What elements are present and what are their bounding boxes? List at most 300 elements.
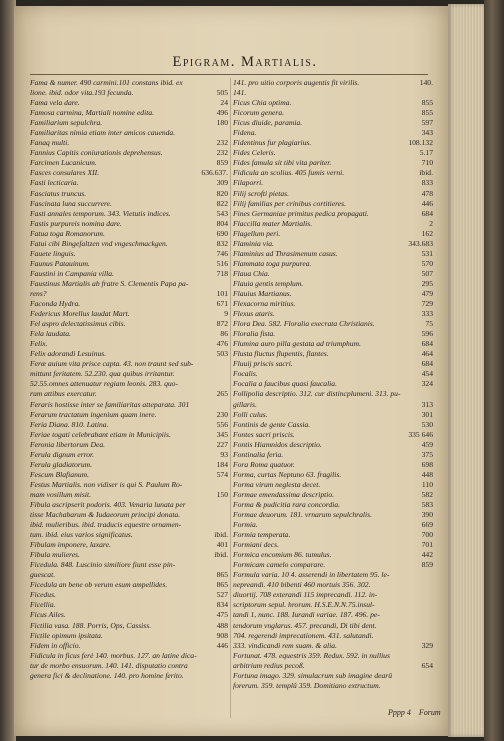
index-entry-text: Focalis.	[233, 369, 258, 379]
index-entry	[233, 269, 433, 279]
index-entry-text: mittunt feritatem. 52.230. qua quibus irritantur.	[30, 369, 175, 379]
index-entry-page: 324	[421, 379, 433, 389]
index-entry	[233, 148, 433, 158]
index-entry	[30, 299, 228, 309]
index-entry	[233, 279, 433, 289]
index-entry-page: 684	[421, 359, 433, 369]
index-entry-page: 834	[216, 600, 228, 610]
index-entry-page: 684	[421, 208, 433, 218]
index-entry-text: rens?	[30, 288, 47, 298]
index-entry-text: Familiarium sepulchra.	[30, 118, 103, 128]
catchword: Forum	[418, 708, 441, 717]
index-entry-text: Fasciatus truncus.	[30, 188, 87, 198]
index-entry	[233, 359, 433, 369]
index-entry-page: 503	[216, 349, 228, 359]
index-entry	[30, 570, 228, 580]
running-title: Epigram. Martialis.	[172, 54, 318, 70]
index-entry-text: Fel aspro delectatissimus cibis.	[30, 319, 126, 329]
index-entry-page: 507	[421, 268, 433, 278]
index-entry-page: 108.132	[408, 138, 433, 148]
index-entry-text: Filij scrofti pietas.	[233, 188, 290, 198]
index-entry-page: 232	[216, 138, 228, 148]
index-entry-page: 570	[421, 258, 433, 268]
index-entry	[30, 259, 228, 269]
index-entry-page: 454	[421, 369, 433, 379]
index-entry-text: Formae emendassima descriptio.	[233, 489, 335, 499]
index-entry	[233, 219, 433, 229]
index-entry-text: Faunus Patauinum.	[30, 258, 90, 268]
index-entry-text: Faustini in Campania villa.	[30, 268, 114, 278]
index-entry-text: tendorum vnglarus. 457. precandi, Di tibi dent.	[233, 620, 377, 630]
index-entry-page: 516	[216, 258, 228, 268]
index-entry-text: Ficus diuide, paramia.	[233, 118, 303, 128]
index-entry	[30, 189, 228, 199]
index-entry-text: Fannius Capitis coniurationis deprehensus.	[30, 148, 163, 158]
index-entry-page: 855	[421, 98, 433, 108]
index-entry	[30, 631, 228, 641]
index-entry	[233, 621, 433, 631]
index-entry	[30, 239, 228, 249]
index-entry-page: 669	[421, 520, 433, 530]
index-entry-text: mam vosillum misit.	[30, 489, 91, 499]
index-entry-text: Flaminia via.	[233, 238, 274, 248]
index-entry-text: Flauius Martianus.	[233, 288, 292, 298]
index-entry	[30, 199, 228, 209]
index-entry-page: 301	[421, 409, 433, 419]
index-entry-text: Fictile opimum ipsitata.	[30, 630, 103, 640]
index-entry-text: Fela laudata.	[30, 329, 71, 339]
index-entry	[30, 530, 228, 540]
index-entry-text: Focalia a faucibus quasi faucalia.	[233, 379, 337, 389]
index-entry	[233, 209, 433, 219]
index-entry-page: 333	[421, 309, 433, 319]
index-entry-page: 582	[421, 489, 433, 499]
index-entry	[30, 359, 228, 369]
index-entry	[233, 520, 433, 530]
index-entry	[233, 430, 433, 440]
index-entry-text: arbitrium redius pecoß.	[233, 660, 305, 670]
index-entry	[233, 158, 433, 168]
index-entry-text: Famosa carmina, Martiali nomine edita.	[30, 108, 155, 118]
index-entry-text: Formia.	[233, 520, 258, 530]
index-entry-text: Formae deuorum. 181. vrnarum sepulchralis.	[233, 510, 372, 520]
index-entry	[30, 98, 228, 108]
index-entry-text: Flexus ataris.	[233, 309, 275, 319]
index-entry-text: Formia temperata.	[233, 530, 291, 540]
index-entry	[233, 540, 433, 550]
index-entry-page: 908	[216, 630, 228, 640]
index-entry-page: 459	[421, 439, 433, 449]
index-entry-text: scriptorum sepul. hrorum. H.S.E.N.N.75.insul-	[233, 600, 375, 610]
index-entry-text: Forma virum neglesta decet.	[233, 479, 321, 489]
index-entry-text: rum attibus exercatur.	[30, 389, 97, 399]
index-entry-text: Ferula dignum error.	[30, 449, 95, 459]
index-entry	[233, 641, 433, 651]
index-entry	[30, 590, 228, 600]
index-entry-text: diuortij. 708 exterandi 115 imprecandi. 112. in-	[233, 590, 378, 600]
index-entry-page: 872	[216, 319, 228, 329]
index-entry	[233, 570, 433, 580]
index-entry	[233, 450, 433, 460]
index-entry-text: Flaccilla mater Martialis.	[233, 218, 313, 228]
index-entry-text: Fatua toga Romanorum.	[30, 228, 105, 238]
index-entry-page: 701	[421, 540, 433, 550]
index-entry	[30, 108, 228, 118]
index-entry	[233, 400, 433, 410]
index-entry	[233, 128, 433, 138]
index-entry-page: 574	[216, 469, 228, 479]
index-entry-page: 2	[429, 218, 433, 228]
index-entry-page: 86	[220, 329, 228, 339]
index-entry-text: Fasces consulares XII.	[30, 168, 100, 178]
index-entry-page: 150	[216, 489, 228, 499]
index-entry-text: Feraris hostisse inter se familiaritas atteparata. 301	[30, 399, 190, 409]
index-entry-text: tum. ibid. eius varios significatus.	[30, 530, 133, 540]
index-entry-text: Fines Germaniae primitus pedica propagati.	[233, 208, 369, 218]
index-entry-page: 822	[216, 198, 228, 208]
index-entry-text: Festus Martialis. non vidiser is qui S. Paulum Ro-	[30, 479, 183, 489]
index-entry	[30, 550, 228, 560]
index-entry	[30, 661, 228, 671]
index-entry	[233, 289, 433, 299]
index-entry	[30, 339, 228, 349]
index-entry-text: 333. vindicandi rem suam. & alia.	[233, 640, 337, 650]
index-entry-page: 110	[421, 479, 433, 489]
index-entry-text: Flagellum peri.	[233, 228, 281, 238]
index-entry	[30, 520, 228, 530]
index-entry-text: Flora Dea. 582. Floralia execrata Christianis.	[233, 319, 375, 329]
index-entry	[233, 600, 433, 610]
index-entry-text: Familiaritas nimia etiam inter amicos cauenda.	[30, 128, 176, 138]
index-entry	[233, 550, 433, 560]
index-entry-page: 309	[216, 178, 228, 188]
index-entry-text: Flexacorna miritius.	[233, 299, 296, 309]
index-entry-text: Flusta fluctus flupentis, flantes.	[233, 349, 329, 359]
index-entry-text: genera fici & declinatione. 140. pro homine ferito.	[30, 670, 184, 680]
index-entry-page: 478	[421, 188, 433, 198]
index-entry-page: 180	[216, 118, 228, 128]
index-entry	[233, 369, 433, 379]
index-entry-page: 530	[421, 419, 433, 429]
index-entry-text: Follipolia descriptio. 312. cur distincplumeni. 313. pu-	[233, 389, 401, 399]
index-entry-text: Fasti annales temporum. 343. Vietutis indices.	[30, 208, 171, 218]
index-entry-text: Fidicula in ficus ferè 140. morbus. 127. an latine dica-	[30, 650, 197, 660]
index-entry	[233, 118, 433, 128]
index-entry-text: Filaporri.	[233, 178, 264, 188]
index-entry-page: 390	[421, 510, 433, 520]
index-entry-page: 543	[216, 208, 228, 218]
index-entry-page: 442	[421, 550, 433, 560]
index-entry-text: Fontis Hiamnidos descriptio.	[233, 439, 322, 449]
index-entry	[233, 319, 433, 329]
index-entry-page: 684	[421, 339, 433, 349]
index-entry-page: 140.	[419, 78, 433, 87]
index-entry	[30, 138, 228, 148]
index-entry-text: Feræ auium vita prisce capta. 43. non traunt sed sub-	[30, 359, 194, 369]
index-entry	[233, 138, 433, 148]
index-entry-page: 859	[421, 560, 433, 570]
index-entry	[30, 450, 228, 460]
index-entry-text: nepreandi. 410 bibenti 460 mortuis 356. 302.	[233, 580, 371, 590]
index-entry	[233, 470, 433, 480]
index-entry	[30, 329, 228, 339]
index-entry-page: 596	[421, 329, 433, 339]
index-entry-text: Fastis purpureis nomina dare.	[30, 218, 122, 228]
index-entry-page: 804	[216, 218, 228, 228]
index-entry	[233, 309, 433, 319]
index-entry	[233, 339, 433, 349]
index-entry-page: 232	[216, 148, 228, 158]
index-entry	[30, 580, 228, 590]
index-entry	[30, 88, 228, 98]
index-entry	[30, 430, 228, 440]
index-entry-text: gillaris.	[233, 399, 257, 409]
index-entry-text: Fibula ascripserit podoris. 403. Venaria lunata per	[30, 499, 186, 509]
index-entry-page: 375	[421, 449, 433, 459]
index-entry	[30, 389, 228, 399]
index-entry-page: 343.683	[408, 238, 433, 248]
index-entry-page: ibid.	[214, 550, 228, 560]
index-entry	[30, 540, 228, 550]
index-entry-page: 329	[421, 640, 433, 650]
index-entry-page: 729	[421, 299, 433, 309]
index-entry-page: 75	[425, 319, 433, 329]
index-entry	[233, 168, 433, 178]
index-entry	[30, 148, 228, 158]
index-entry-page: 690	[216, 228, 228, 238]
index-entry-text: Fortuna imago. 329. simulacrum sub imagine dearû	[233, 670, 393, 680]
index-entry-text: Fidicula an scolius. 405 fumis verni.	[233, 168, 345, 178]
index-entry-text: Forma & pudicitia rara concordia.	[233, 499, 341, 509]
index-entry	[233, 329, 433, 339]
index-entry-page: ibid.	[419, 168, 433, 178]
index-entry-page: 527	[216, 590, 228, 600]
signature-mark: Pppp	[388, 708, 405, 717]
header-rule	[30, 74, 428, 75]
index-entry-page: 583	[421, 499, 433, 509]
index-entry-text: 52.55.omnes attenuatur regiam leonis. 283. quo-	[30, 379, 178, 389]
index-entry	[233, 389, 433, 399]
index-entry	[233, 440, 433, 450]
index-entry	[233, 651, 433, 661]
index-entry-text: Ferarum tractatum ingenium quam inere.	[30, 409, 157, 419]
index-entry-text: ibid. mulieribus. ibid. traducis equestre ornamen-	[30, 520, 182, 530]
index-entry	[233, 681, 433, 691]
index-entry	[233, 98, 433, 108]
index-entry	[30, 600, 228, 610]
index-entry	[30, 500, 228, 510]
index-entry-text: Faconda Hydra.	[30, 299, 81, 309]
index-entry-text: Fictilia vasa. 188. Porris, Ops, Cassiss.	[30, 620, 152, 630]
index-entry-page: 556	[216, 419, 228, 429]
index-entry-text: Forma, curtas Neptuno 63. fragilis.	[233, 469, 342, 479]
index-entry	[233, 560, 433, 570]
index-entry	[30, 289, 228, 299]
index-entry-page: 446	[216, 640, 228, 650]
index-entry-page: 746	[216, 248, 228, 258]
index-entry-text: Ficedus.	[30, 590, 56, 600]
index-entry	[233, 249, 433, 259]
index-entry-text: Fides Celeris.	[233, 148, 276, 158]
index-entry	[233, 229, 433, 239]
index-entry-text: Felix adorandi Lesuinus.	[30, 349, 107, 359]
index-entry-page: 479	[421, 288, 433, 298]
index-entry-page: 335 646	[408, 429, 433, 439]
index-entry-text: 141.	[233, 88, 247, 98]
index-entry	[30, 641, 228, 651]
index-entry-text: Formula varia. 10 4. asserendi in libertatem 95. le-	[233, 570, 390, 580]
index-entry-page: 227	[216, 439, 228, 449]
index-entry-text: Fama & numer. 490 carmini.101 constans ibid. ex	[30, 78, 183, 87]
index-entry-text: lione. ibid. odor vita.193 fecunda.	[30, 88, 134, 98]
index-entry-page: 698	[421, 459, 433, 469]
index-entry-page: 476	[216, 339, 228, 349]
index-entry-text: Flaminius ad Thrasimenum casus.	[233, 248, 338, 258]
index-entry	[233, 349, 433, 359]
index-entry-page: 345	[216, 429, 228, 439]
index-entry-page: 446	[421, 198, 433, 208]
index-entry	[30, 349, 228, 359]
index-entry	[233, 78, 433, 88]
index-entry	[30, 400, 228, 410]
index-entry-page: 671	[216, 299, 228, 309]
index-entry	[30, 510, 228, 520]
index-entry-page: 5.17	[419, 148, 433, 158]
index-entry-page: 820	[216, 188, 228, 198]
index-entry	[30, 379, 228, 389]
index-entry-page: 859	[216, 158, 228, 168]
index-entry-text: Farcimen Lucanicum.	[30, 158, 97, 168]
index-entry	[233, 259, 433, 269]
index-entry	[233, 460, 433, 470]
index-entry	[233, 480, 433, 490]
index-entry-page: 865	[216, 580, 228, 590]
index-entry-text: Formica encomium 86. tumulus.	[233, 550, 332, 560]
index-entry-page: 505	[216, 88, 228, 98]
index-column-left	[30, 78, 228, 681]
page-fore-edge	[448, 4, 484, 737]
index-entry-page: 230	[216, 409, 228, 419]
index-entry-text: Floralia fista.	[233, 329, 276, 339]
index-entry-page: 265	[216, 389, 228, 399]
column-divider	[230, 78, 231, 718]
index-entry	[30, 178, 228, 188]
index-entry-text: Fasti lecticaria.	[30, 178, 79, 188]
index-entry	[30, 460, 228, 470]
index-entry	[233, 671, 433, 681]
index-entry	[30, 78, 228, 88]
index-entry	[30, 440, 228, 450]
index-entry-text: Feriae togati celebrabant etiam in Municipiis.	[30, 429, 171, 439]
book-cover-edge	[484, 0, 504, 741]
index-entry-text: Ficorum genera.	[233, 108, 285, 118]
index-entry	[30, 319, 228, 329]
index-entry-page: 343	[421, 128, 433, 138]
index-entry-page: 531	[421, 248, 433, 258]
index-entry	[30, 490, 228, 500]
index-entry	[30, 309, 228, 319]
index-entry-text: Formicam camelo comparare.	[233, 560, 326, 570]
index-entry-text: Flammata toga purpurea.	[233, 258, 312, 268]
index-entry-page: 654	[421, 660, 433, 670]
index-entry-text: Fauete linguis.	[30, 248, 76, 258]
index-entry-page: 475	[216, 610, 228, 620]
index-entry-text: 141. pro uitio corporis augentis fit virilis.	[233, 78, 360, 87]
index-entry	[30, 410, 228, 420]
index-entry-text: Ficus Chia optima.	[233, 98, 292, 108]
index-entry-page: 448	[421, 469, 433, 479]
index-entry-text: Feronia libertorum Dea.	[30, 439, 106, 449]
index-entry-page: 162	[421, 228, 433, 238]
index-entry-page: 9	[224, 309, 228, 319]
index-entry-text: Fontes sacri priscis.	[233, 429, 295, 439]
index-entry	[30, 470, 228, 480]
index-entry	[233, 631, 433, 641]
index-entry	[30, 269, 228, 279]
index-entry-text: Fidena.	[233, 128, 257, 138]
index-entry	[30, 118, 228, 128]
index-entry-text: guescat.	[30, 570, 56, 580]
index-entry-text: tisse Machabarum & Iudaeorum principi donata.	[30, 510, 181, 520]
index-entry-page: 832	[216, 238, 228, 248]
index-entry	[233, 590, 433, 600]
index-entry	[30, 158, 228, 168]
index-entry-page: 488	[216, 620, 228, 630]
index-entry-text: Felix.	[30, 339, 48, 349]
index-entry	[233, 500, 433, 510]
index-entry-text: Fascinata luna succurrere.	[30, 198, 112, 208]
index-entry-text: Fama vela dare.	[30, 98, 80, 108]
index-entry	[30, 610, 228, 620]
index-entry-text: Fibula mulieres.	[30, 550, 80, 560]
index-entry	[30, 279, 228, 289]
index-entry	[30, 209, 228, 219]
index-entry	[233, 580, 433, 590]
index-entry	[233, 178, 433, 188]
index-entry-page: ibid.	[214, 530, 228, 540]
index-entry	[233, 88, 433, 98]
index-entry-text: Ferula gladiatorum.	[30, 459, 93, 469]
index-entry-text: Fontinalia feria.	[233, 449, 284, 459]
index-entry-page: 101	[216, 288, 228, 298]
index-entry	[233, 420, 433, 430]
index-entry-text: 704. regerendi imprecationem. 431. salutandi.	[233, 630, 374, 640]
index-entry-page: 855	[421, 108, 433, 118]
index-entry-text: Federicus Morellus laudat Mart.	[30, 309, 130, 319]
index-entry	[30, 128, 228, 138]
index-entry-page: 710	[421, 158, 433, 168]
index-entry-text: Ficedula an bene ob verum esum ampellides.	[30, 580, 168, 590]
index-entry-text: Ficedula. 848. Luscinio similiore fiunt esse pin-	[30, 560, 176, 570]
index-entry-text: Ficus Ailes.	[30, 610, 66, 620]
index-column-right	[233, 78, 433, 691]
index-entry-text: Fescum Blafianum.	[30, 469, 90, 479]
index-entry-text: Faustinus Martialis ab fratre S. Clementis Papa pa-	[30, 278, 189, 288]
index-entry	[233, 530, 433, 540]
index-entry-text: Fidem in officio.	[30, 640, 81, 650]
index-entry-text: Fontinis de gente Cassia.	[233, 419, 311, 429]
index-entry	[30, 219, 228, 229]
index-entry	[233, 490, 433, 500]
index-entry-text: Fortunat. 478. equestris 359. Redux. 592. in nullius	[233, 650, 390, 660]
signature-number: 4	[406, 708, 411, 717]
index-entry-page: 700	[421, 530, 433, 540]
index-entry	[233, 610, 433, 620]
index-entry	[30, 671, 228, 681]
index-entry-page: 597	[421, 118, 433, 128]
index-entry-text: forerum. 359. templû 359. Domitiano extructum.	[233, 680, 381, 690]
index-entry	[30, 651, 228, 661]
